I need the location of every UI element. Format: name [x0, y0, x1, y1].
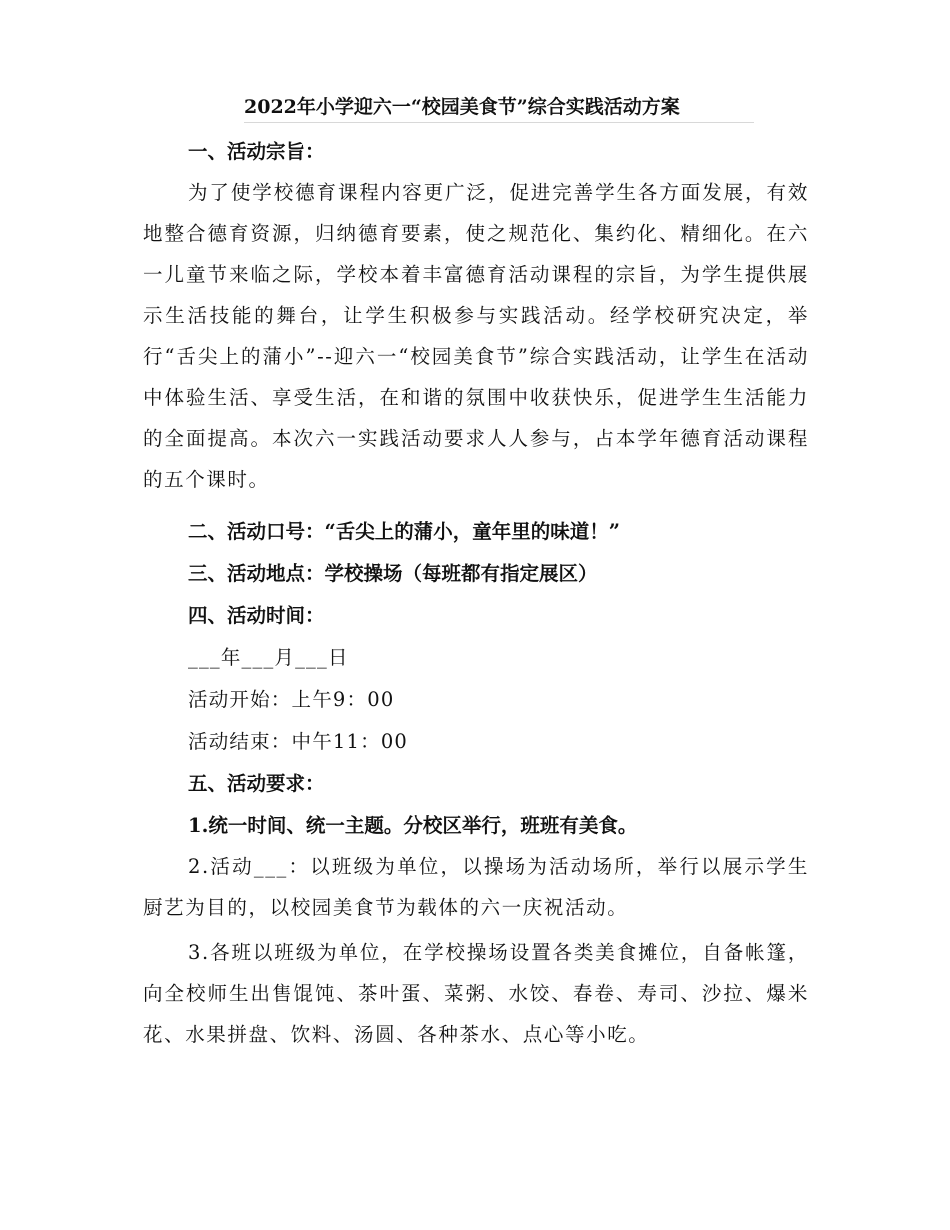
requirement-item-2: 2.活动___：以班级为单位，以操场为活动场所，举行以展示学生厨艺为目的，以校园美食节为载体的六一庆祝活动。 — [143, 855, 809, 919]
section1-heading: 一、活动宗旨： — [188, 140, 325, 163]
requirement-item-1: 1.统一时间、统一主题。分校区举行，班班有美食。 — [188, 814, 638, 837]
activity-end-time: 活动结束：中午11：00 — [188, 730, 409, 753]
section4-heading: 四、活动时间： — [188, 604, 325, 627]
section3-heading: 三、活动地点：学校操场（每班都有指定展区） — [188, 562, 598, 585]
section1-body: 为了使学校德育课程内容更广泛，促进完善学生各方面发展，有效地整合德育资源，归纳德育要素，使之规范化、集约化、精细化。在六一儿童节来临之际，学校本着丰富德育活动课程的宗旨，为学生提供展示生活技能的舞台，让学生积极参与实践活动。经学校研究决定，举行“舌尖上的蒲小”--迎六一“校园美食节”综合实践活动，让学生在活动中体验生活、享受生活，在和谐的氛围中收获快乐，促进学生生活能力的全面提高。本次六一实践活动要求人人参与，占本学年德育活动课程的五个课时。 — [143, 181, 809, 491]
section5-heading: 五、活动要求： — [188, 772, 325, 795]
activity-date-line: ___年___月___日 — [188, 646, 349, 669]
section2-heading: 二、活动口号：“舌尖上的蒲小，童年里的味道！” — [188, 520, 620, 543]
activity-start-time: 活动开始：上午9：00 — [188, 688, 395, 711]
document-title: 2022年小学迎六一“校园美食节”综合实践活动方案 — [244, 92, 754, 123]
requirement-item-3: 3.各班以班级为单位，在学校操场设置各类美食摊位，自备帐篷，向全校师生出售馄饨、茶叶蛋、菜粥、水饺、春卷、寿司、沙拉、爆米花、水果拼盘、饮料、汤圆、各种茶水、点心等小吃。 — [143, 941, 809, 1046]
